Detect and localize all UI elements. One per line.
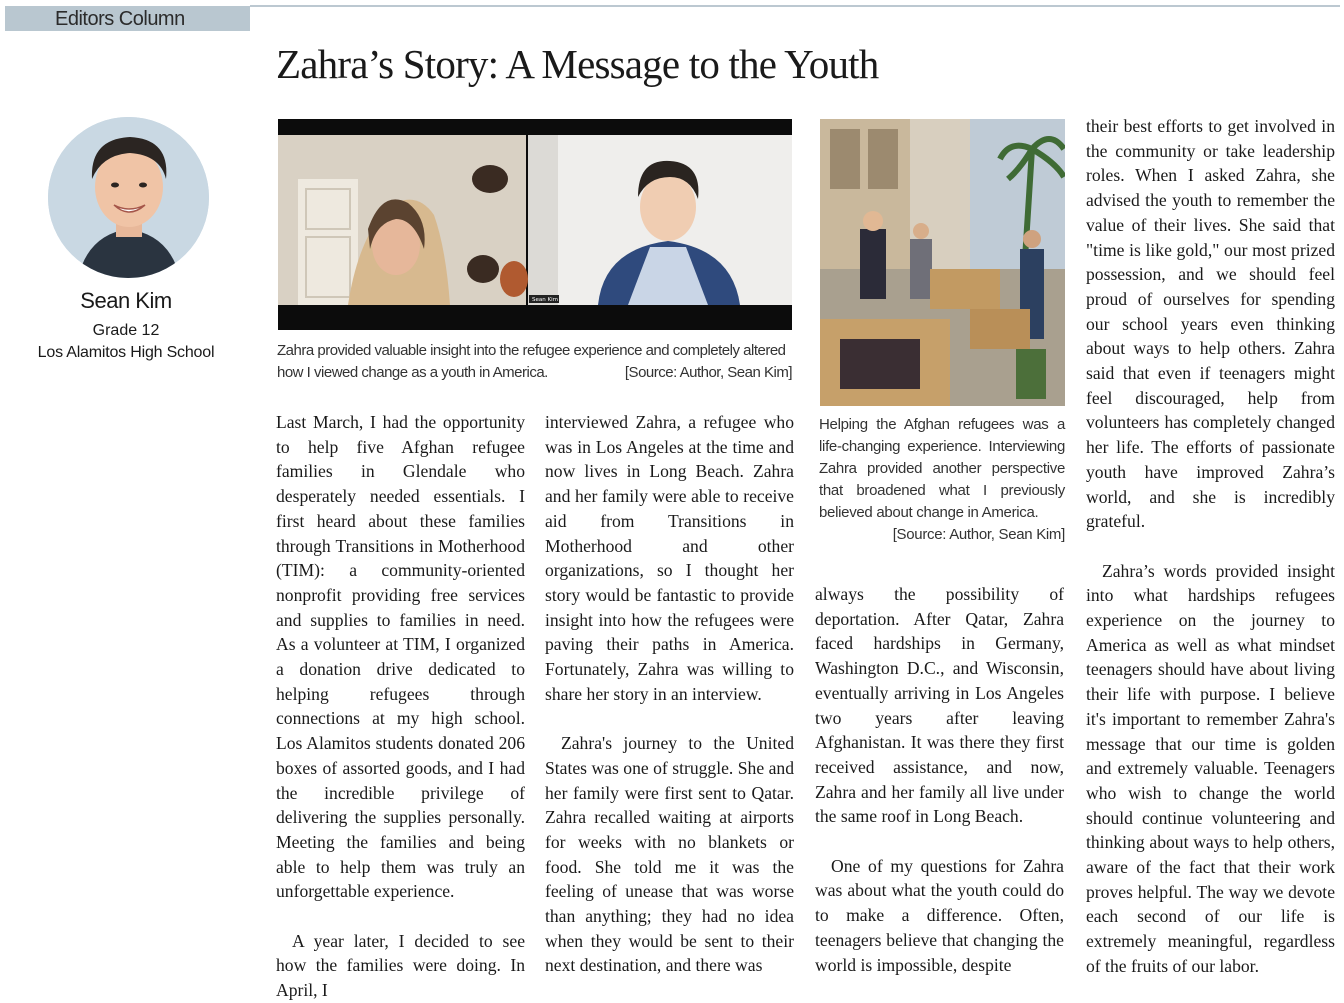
article-column-1 [276,410,525,1003]
photo1-source: [Source: Author, Sean Kim] [624,364,792,381]
article-column-3 [815,582,1064,977]
author-grade: Grade 12 [92,322,160,339]
video-call-photo [278,119,792,330]
photo2-source: [Source: Author, Sean Kim] [892,526,1065,543]
paragraph: One of my questions for Zahra was about what the youth could do to make a difference. Often, teenagers believe that changing the world is impossible, despite [815,855,1064,975]
photo2-caption: Helping the Afghan refugees was a life-changing experience. Interviewing Zahra provided another perspective that broadened what I previously believed about change in America. [819,416,1065,521]
photo1-caption-block [277,340,797,384]
author-portrait-icon [48,117,209,278]
photo2-caption-block [819,414,1065,546]
author-avatar [48,117,209,278]
article-column-4 [1086,114,1335,979]
article-column-2 [545,410,794,978]
paragraph: A year later, I decided to see how the families were doing. In April, I [276,930,525,1001]
author-name: Sean Kim [80,288,172,313]
paragraph: their best efforts to get involved in the community or take leadership roles. When I asked Zahra, she advised the youth to remember the value of their lives. She said that "time is like gold," our most prized possession, and we should feel proud of ourselves for spending our school years even thinking about ways to help others. Zahra said that even if teenagers might feel discouraged, help from volunteers has completely changed her life. The efforts of passionate youth have improved Zahra’s world, and she is incredibly grateful. [1086,116,1335,532]
section-label: Editors Column [5,6,250,31]
paragraph: Zahra’s words provided insight into what hardships refugees experience on the journey to America as well as what mindset teenagers should have about living their life with purpose. I believe it's important to remember Zahra's message that our time is golden and extremely valuable. Teenagers who wish to change the world should continue volunteering and thinking about ways to help others, aware of the fact that their work proves helpful. The way we devote each second of our life is extremely meaningful, regardless of the fruits of our labor. [1086,560,1335,976]
photo1-caption: Zahra provided valuable insight into the refugee experience and completely altered how I viewed change as a youth in America. [277,342,786,381]
paragraph: Zahra's journey to the United States was one of struggle. She and her family were first sent to Qatar. Zahra recalled waiting at airports for weeks with no blankets or food. She told me it was the feeling of unease that was worse than anything; they had no idea when they would be sent to their next destination, and there was [545,733,794,976]
author-school: Los Alamitos High School [37,344,215,361]
paragraph: Last March, I had the opportunity to help five Afghan refugee families in Glendale who desperately needed essentials. I first heard about these families through Transitions in Motherhood (TIM): a community-oriented nonprofit providing free services and supplies to families in need. As a volunteer at TIM, I organized a donation drive dedicated to helping refugees through connections at my high school. Los Alamitos students donated 206 boxes of assorted goods, and I had the incredible privilege of delivering the supplies personally. Meeting the families and being able to help them was truly an unforgettable experience. [276,412,525,902]
paragraph: interviewed Zahra, a refugee who was in Los Angeles at the time and now lives in Long Beach. Zahra and her family were able to receive aid from Transitions in Motherhood and other organizations, so I thought her story would be fantastic to provide insight into how the refugees were paving their paths in America. Fortunately, Zahra was willing to share her story in an interview. [545,412,794,704]
name-tag: Sean Kim [532,297,558,303]
header-rule [250,5,1340,7]
volunteers-photo [820,119,1065,406]
paragraph: always the possibility of deportation. After Qatar, Zahra faced hardships in Germany, Washington D.C., and Wisconsin, eventually arriving in Los Angeles two years after leaving Afghanistan. It was there they first received assistance, and now, Zahra and her family all live under the same roof in Long Beach. [815,584,1064,827]
headline: Zahra’s Story: A Message to the Youth [276,41,879,87]
